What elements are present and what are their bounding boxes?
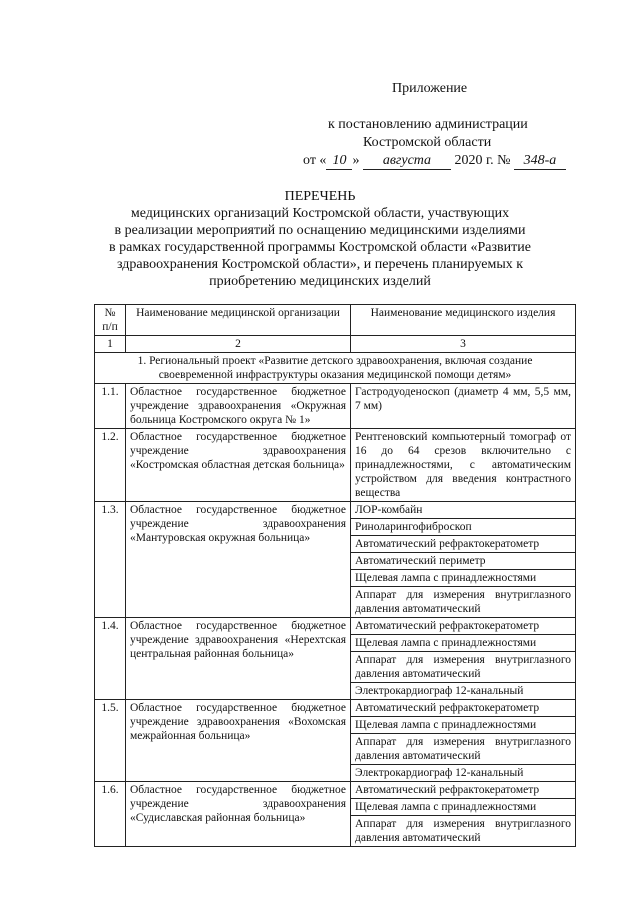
device-item: Аппарат для измерения внутриглазного давления автоматический bbox=[351, 587, 576, 618]
col-index-1: 1 bbox=[95, 336, 126, 353]
device-item: ЛОР-комбайн bbox=[351, 502, 576, 519]
table-header-row bbox=[95, 305, 576, 336]
organization-name: Областное государственное бюджетное учреждение здравоохранения «Нерехтская центральная районная больница» bbox=[126, 618, 351, 700]
device-item: Аппарат для измерения внутриглазного давления автоматический bbox=[351, 734, 576, 765]
resolution-line-1: к постановлению администрации bbox=[328, 117, 528, 132]
title-line: медицинских организаций Костромской области, участвующих bbox=[130, 206, 510, 221]
resolution-date-line bbox=[303, 152, 566, 170]
column-index-row bbox=[95, 336, 576, 353]
device-item: Аппарат для измерения внутриглазного давления автоматический bbox=[351, 816, 576, 847]
table-row bbox=[95, 502, 576, 519]
device-item: Автоматический рефрактокератометр bbox=[351, 536, 576, 553]
row-number: 1.3. bbox=[95, 502, 126, 618]
device-item: Щелевая лампа с принадлежностями bbox=[351, 635, 576, 652]
device-item: Автоматический рефрактокератометр bbox=[351, 700, 576, 717]
col-index-2: 2 bbox=[126, 336, 351, 353]
row-number: 1.5. bbox=[95, 700, 126, 782]
section-title: 1. Региональный проект «Развитие детского здравоохранения, включая создание своевременной инфраструктуры оказания медицинской помощи детям» bbox=[95, 353, 576, 384]
date-day: 10 bbox=[326, 152, 352, 170]
date-prefix: от « bbox=[303, 153, 327, 168]
title-line: в рамках государственной программы Костромской области «Развитие bbox=[109, 240, 531, 255]
title-line: приобретению медицинских изделий bbox=[209, 274, 431, 289]
header-organization: Наименование медицинской организации bbox=[126, 305, 351, 336]
device-item: Щелевая лампа с принадлежностями bbox=[351, 717, 576, 734]
col-index-3: 3 bbox=[351, 336, 576, 353]
appendix-label: Приложение bbox=[392, 81, 468, 96]
row-number: 1.1. bbox=[95, 384, 126, 429]
device-item: Электрокардиограф 12-канальный bbox=[351, 683, 576, 700]
organizations-table bbox=[94, 304, 576, 847]
header-number: № п/п bbox=[95, 305, 126, 336]
date-mid: » bbox=[352, 153, 360, 168]
device-item: Аппарат для измерения внутриглазного давления автоматический bbox=[351, 652, 576, 683]
table-row bbox=[95, 384, 576, 429]
device-item: Щелевая лампа с принадлежностями bbox=[351, 570, 576, 587]
title-heading: ПЕРЕЧЕНЬ bbox=[284, 189, 356, 204]
section-row bbox=[95, 353, 576, 384]
device-item: Автоматический рефрактокератометр bbox=[351, 782, 576, 799]
organization-name: Областное государственное бюджетное учреждение здравоохранения «Костромская областная детская больница» bbox=[126, 429, 351, 502]
device-item: Рентгеновский компьютерный томограф от 16 до 64 срезов включительно с принадлежностями, с автоматическим устройством для введения контрастного вещества bbox=[351, 429, 576, 502]
row-number: 1.6. bbox=[95, 782, 126, 847]
title-line: здравоохранения Костромской области», и перечень планируемых к bbox=[116, 257, 524, 272]
title-line: в реализации мероприятий по оснащению медицинскими изделиями bbox=[114, 223, 526, 238]
date-year: 2020 г. № bbox=[454, 153, 511, 168]
table-row bbox=[95, 782, 576, 799]
resolution-number: 348-а bbox=[514, 152, 566, 170]
row-number: 1.2. bbox=[95, 429, 126, 502]
header-device: Наименование медицинского изделия bbox=[351, 305, 576, 336]
device-item: Риноларингофиброскоп bbox=[351, 519, 576, 536]
resolution-line-2: Костромской области bbox=[363, 135, 492, 150]
organization-name: Областное государственное бюджетное учреждение здравоохранения «Мантуровская окружная больница» bbox=[126, 502, 351, 618]
organization-name: Областное государственное бюджетное учреждение здравоохранения «Вохомская межрайонная больница» bbox=[126, 700, 351, 782]
table-row bbox=[95, 700, 576, 717]
device-item: Автоматический периметр bbox=[351, 553, 576, 570]
table-row bbox=[95, 429, 576, 502]
device-item: Автоматический рефрактокератометр bbox=[351, 618, 576, 635]
organization-name: Областное государственное бюджетное учреждение здравоохранения «Судиславская районная больница» bbox=[126, 782, 351, 847]
row-number: 1.4. bbox=[95, 618, 126, 700]
date-month: августа bbox=[363, 152, 451, 170]
table-row bbox=[95, 618, 576, 635]
title-lines bbox=[60, 205, 580, 290]
device-item: Электрокардиограф 12-канальный bbox=[351, 765, 576, 782]
document-title bbox=[60, 188, 580, 290]
device-item: Щелевая лампа с принадлежностями bbox=[351, 799, 576, 816]
organization-name: Областное государственное бюджетное учреждение здравоохранения «Окружная больница Костромского округа № 1» bbox=[126, 384, 351, 429]
device-item: Гастродуоденоскоп (диаметр 4 мм, 5,5 мм, 7 мм) bbox=[351, 384, 576, 429]
